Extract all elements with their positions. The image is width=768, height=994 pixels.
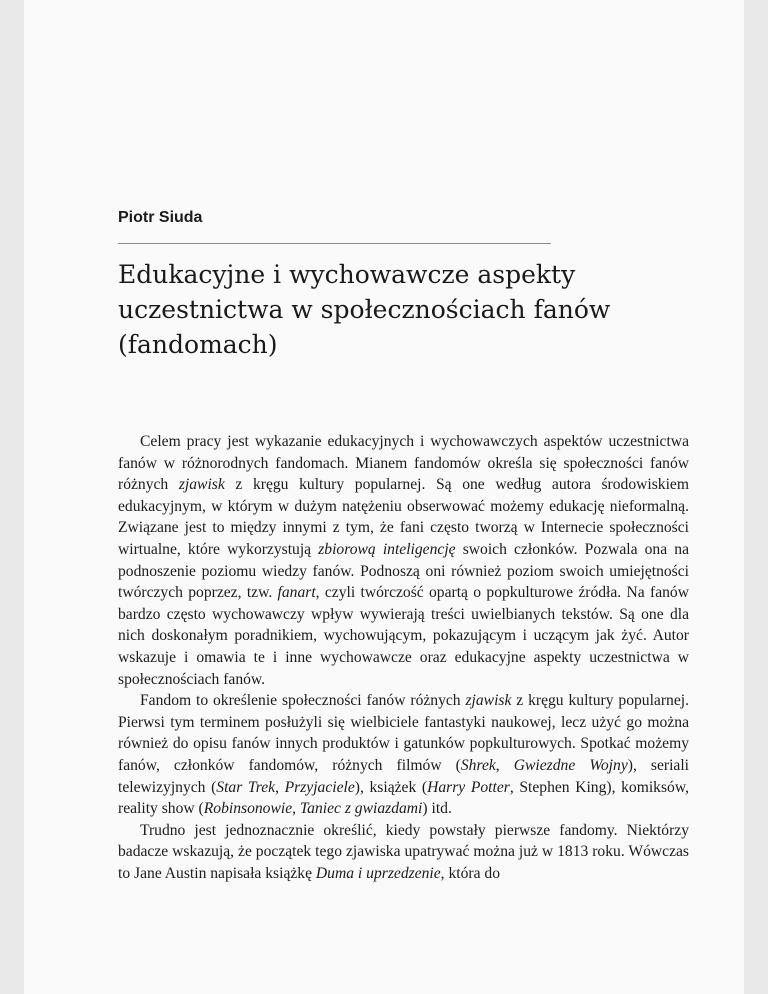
text-run: ), książek ( bbox=[354, 778, 428, 796]
text-run: , bbox=[275, 778, 285, 796]
text-run: , Stephen King), komiksów, reality show ( bbox=[118, 778, 689, 818]
text-run: Fandom to określenie społeczności fanów różnych bbox=[140, 692, 466, 710]
italic-term: zjawisk bbox=[178, 476, 225, 494]
text-run: , czyli twórczość opartą o popkulturowe źródła. Na fanów bardzo często wychowawczy wpływ wywierają treści uwielbianych tekstów. Są one dla nich doskonałym poradnikiem, wychowującym, pokazującym i uczącym jak żyć. Autor wskazuje i omawia te i inne wychowawcze oraz edukacyjne aspekty uczestnictwa w społecznościach fanów. bbox=[118, 584, 689, 688]
title-line: Edukacyjne i wychowawcze aspekty bbox=[118, 260, 576, 289]
italic-term: fanart bbox=[277, 584, 316, 602]
italic-term: Gwiezdne Wojny bbox=[513, 756, 628, 774]
text-run: z kręgu kultury popularnej. Pierwsi tym terminem posłużyli się wielbiciele fantastyki naukowej, lecz użyć go można również do opisu fanów innych produktów i gatunków popkulturowych. Spotkać możemy fanów, członków fandomów, różnych filmów ( bbox=[118, 692, 689, 774]
italic-term: Harry Potter bbox=[427, 778, 510, 796]
body-paragraph bbox=[118, 431, 689, 690]
italic-term: Star Trek bbox=[216, 778, 276, 796]
text-run: , która do bbox=[440, 864, 501, 882]
text-run: swoich członków. Pozwala ona na podnoszenie poziomu wiedzy fanów. Podnoszą oni również poziom swoich umiejętności twórczych poprzez, tzw. bbox=[118, 540, 689, 602]
italic-term: Duma i uprzedzenie bbox=[315, 864, 441, 882]
text-run: ) itd. bbox=[422, 800, 452, 818]
italic-term: Shrek bbox=[460, 756, 496, 774]
text-run: , bbox=[292, 800, 300, 818]
text-run: Celem pracy jest wykazanie edukacyjnych i wychowawczych aspektów uczestnictwa fanów w różnorodnych fandomach. Mianem fandomów określa się społeczności fanów różnych bbox=[118, 433, 689, 494]
chapter-title bbox=[118, 257, 678, 362]
italic-term: zjawisk bbox=[465, 692, 512, 710]
text-run: ), seriali telewizyjnych ( bbox=[118, 756, 690, 796]
text-run: Trudno jest jednoznacznie określić, kiedy powstały pierwsze fandomy. Niektórzy badacze wskazują, że początek tego zjawiska upatrywać można już w 1813 roku. Wówczas to Jane Austin napisała książkę bbox=[118, 821, 689, 882]
body-paragraph bbox=[118, 820, 689, 885]
body-text bbox=[118, 431, 689, 884]
title-line: uczestnictwa w społecznościach fanów bbox=[118, 295, 611, 324]
text-run: , bbox=[495, 756, 514, 774]
author-name: Piotr Siuda bbox=[118, 209, 203, 226]
body-paragraph bbox=[118, 690, 689, 820]
italic-term: Taniec z gwiazdami bbox=[299, 800, 423, 818]
italic-term: Robinsonowie bbox=[203, 800, 293, 818]
italic-term: zbiorową inteligencję bbox=[318, 540, 456, 558]
text-run: z kręgu kultury popularnej. Są one według autora środowiskiem edukacyjnym, w którym w dużym natężeniu obserwować możemy edukację nieformalną. Związane jest to między innymi z tym, że fani często tworzą w Internecie społeczności wirtualne, które wykorzystują bbox=[118, 476, 689, 558]
title-divider bbox=[118, 243, 551, 244]
title-line: (fandomach) bbox=[118, 330, 278, 359]
italic-term: Przyjaciele bbox=[284, 778, 355, 796]
